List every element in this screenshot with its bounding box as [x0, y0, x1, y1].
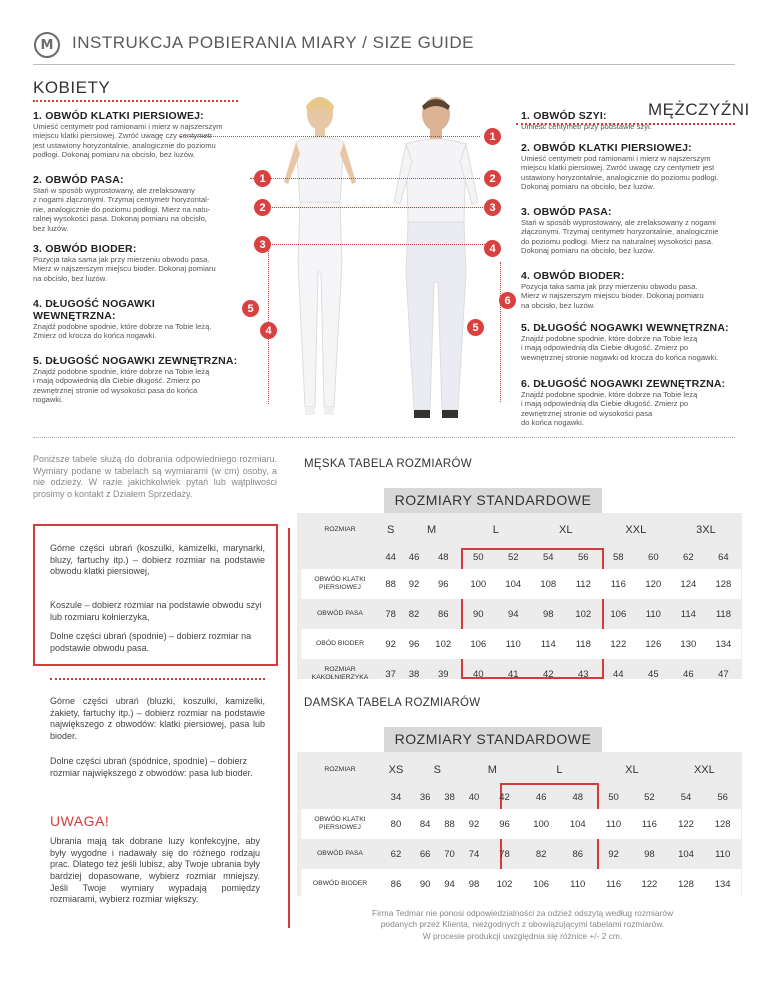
brand-logo: M [34, 32, 60, 58]
row-label: OBÓD BIODER [316, 640, 364, 648]
size-cell: XXL [625, 524, 647, 536]
women-item-4: 4. DŁUGOŚĆ NOGAWKI WEWNĘTRZNA: Znajdź podobne spodnie, które dobrze na Tobie leżą. Zmierz od krocza do końca nogawki. [33, 298, 212, 341]
women-table-banner: ROZMIARY STANDARDOWE [384, 727, 602, 752]
marker-badge: 5 [467, 319, 484, 336]
men-size-table [301, 515, 741, 689]
marker-badge: 2 [254, 199, 271, 216]
marker-badge: 4 [484, 240, 501, 257]
women-item-2: 2. OBWÓD PASA: Stań w sposób wyprostowany, ale zrelaksowany z nogami złączonymi. Trzymaj centymetr horyzontal- nie, analogicznie do poziomu podłogi. Mierz na natu- ralnej wysokości pasa. Dokonaj pomiaru na obcisło, bez luzów. [33, 174, 211, 233]
number-cell: 58 [613, 551, 624, 563]
number-cell: 48 [437, 551, 449, 563]
marker-badge: 1 [484, 128, 501, 145]
women-divider [33, 100, 238, 102]
men-item-2: 2. OBWÓD KLATKI PIERSIOWEJ: Umieść centymetr pod ramionami i mierz w najszerszym miejscu klatki piersiowej. Zwróć uwagę czy centymetr jest ustawiony horyzontalnie, analogicznie do poziomu podłogi. Dokonaj pomiaru na obcisło, bez luzów. [521, 142, 719, 192]
row-label: OBWÓD PASA [317, 610, 363, 618]
rule-bottoms: Dolne części ubrań (spodnie) – dobierz rozmiar na podstawie obwodu pasa. [50, 631, 252, 653]
warning-title: UWAGA! [50, 813, 110, 829]
man-figure [394, 97, 478, 418]
women-item-3: 3. OBWÓD BIODER: Pozycja taka sama jak przy mierzeniu obwodu pasa. Mierz w najszerszym miejscu bioder. Dokonaj pomiaru na obcisło, bez luzów. [33, 243, 216, 283]
intro-note: Poniższe tabele służą do dobrania odpowiedniego rozmiaru. Wymiary podane w tabelach są wymiarami (w cm) osoby, a nie odzieży. W razie jakichkolwiek pytań lub wątpliwości prosimy o kontakt z Działem Sprzedaży. [33, 454, 277, 500]
women-item-5: 5. DŁUGOŚĆ NOGAWKI ZEWNĘTRZNA: Znajdź podobne spodnie, które dobrze na Tobie leżą i mają odpowiednią dla Ciebie długość. Zmierz po zewnętrznej stronie od wysokości pasa do końca nogawki. [33, 355, 238, 405]
table-row: ROZMIAR XS S M L XL XXL [324, 764, 715, 776]
women-size-table [301, 755, 741, 899]
men-item-6: 6. DŁUGOŚĆ NOGAWKI ZEWNĘTRZNA: Znajdź podobne spodnie, które dobrze na Tobie leżą i mają odpowiednią dla Ciebie długość. Zmierz po zewnętrznej stronie od wysokości pasa do końca nogawki. [521, 378, 726, 428]
row-label: ROZMIAR KAKOŁNIERZYKA [311, 666, 369, 681]
number-cell: 50 [472, 551, 484, 563]
men-table-title: MĘSKA TABELA ROZMIARÓW [304, 458, 472, 470]
women-item-1: 1. OBWÓD KLATKI PIERSIOWEJ: Umieść centymetr pod ramionami i mierz w najszerszym miejscu klatki piersiowej. Zwróć uwagę czy centymetr jest ustawiony horyzontalnie, analogicznie do poziomu podłogi. Dokonaj pomiaru na obcisło, bez luzów. [33, 110, 265, 160]
table-row: 34 36 38 40 42 46 48 50 52 54 56 [390, 791, 728, 803]
table-row: OBWÓD BIODER 86 90 94 98 102 106 110 116 122 128 134 [301, 869, 741, 899]
page-title: INSTRUKCJA POBIERANIA MIARY / SIZE GUIDE [72, 33, 474, 52]
table-row: OBWÓD PASA 78 82 86 90 94 98 102 106 110 114 118 [301, 599, 741, 629]
size-cell: L [492, 524, 499, 536]
guide-line [255, 207, 483, 208]
size-cell: XL [559, 524, 573, 536]
marker-badge: 3 [254, 236, 271, 253]
marker-badge: 6 [499, 292, 516, 309]
rules-divider [50, 678, 265, 680]
marker-badge: 5 [242, 300, 259, 317]
number-cell: 54 [542, 551, 554, 563]
number-cell: 64 [718, 551, 729, 563]
number-cell: 60 [648, 551, 659, 563]
guide-line [180, 136, 480, 137]
guide-line [255, 244, 485, 245]
men-title: MĘŻCZYŹNI [648, 100, 750, 119]
table-row: OBÓD BIODER 92 96 102 106 110 114 118 122 126 130 134 [301, 629, 741, 659]
marker-badge: 2 [484, 170, 501, 187]
rule-women-tops: Górne części ubrań (bluzki, koszulki, kamizelki, żakiety, fartuchy itp.) – dobierz rozmiar na podstawie największego z obwodów: klatki piersiowej, pasa lub bioder. [50, 696, 265, 742]
size-cell: M [426, 524, 437, 536]
disclaimer: Firma Tedmar nie ponosi odpowiedzialności za odzież odszytą według rozmiarów podanych przez Klienta, niezgodnych z obowiązującymi tabelami rozmiarów. W procesie produkcji uwzględnia się różnice +/- 2 cm. [371, 908, 674, 941]
women-table-title: DAMSKA TABELA ROZMIARÓW [304, 697, 481, 709]
marker-badge: 1 [254, 170, 271, 187]
guide-line [250, 178, 480, 179]
size-cell: 3XL [696, 524, 716, 536]
number-cell: 44 [385, 551, 396, 563]
table-row: ROZMIAR KAKOŁNIERZYKA 37 38 39 40 41 42 43 44 45 46 47 [301, 659, 741, 689]
section-divider [33, 437, 735, 438]
guide-line [500, 262, 501, 402]
number-cell: 62 [683, 551, 694, 563]
table-row: OBWÓD KLATKI PIERSIOWEJ 88 92 96 100 104 108 112 116 120 124 128 [301, 569, 741, 599]
size-label-cell: ROZMIAR [324, 526, 356, 534]
men-item-5: 5. DŁUGOŚĆ NOGAWKI WEWNĘTRZNA: Znajdź podobne spodnie, które dobrze na Tobie leżą i mają odpowiednią dla Ciebie długość. Zmierz po wewnętrznej stronie nogawki od krocza do końca nogawki. [521, 322, 729, 362]
men-table-banner: ROZMIARY STANDARDOWE [384, 488, 602, 513]
models-illustration [268, 92, 508, 424]
woman-figure [284, 97, 356, 415]
rule-women-bottoms: Dolne części ubrań (spódnice, spodnie) – dobierz rozmiar największego z obwodów: pasa lub bioder. [50, 756, 253, 778]
table-row: OBWÓD PASA 62 66 70 74 78 82 86 92 98 104 110 [317, 848, 731, 860]
table-row: OBWÓD KLATKI PIERSIOWEJ 80 84 88 92 96 100 104 110 116 122 128 [301, 809, 741, 839]
men-item-4: 4. OBWÓD BIODER: Pozycja taka sama jak przy mierzeniu obwodu pasa. Mierz w najszerszym miejscu bioder. Dokonaj pomiaru na obcisło, bez luzów. [521, 270, 704, 310]
number-cell: 56 [578, 551, 589, 563]
number-cell: 46 [408, 551, 420, 563]
table-row [301, 545, 741, 569]
warning-text: Ubrania mają tak dobrane luzy konfekcyjne, aby były wygodne i nadawały się do różnego rodzaju prac. Dlatego też jeśli lubisz, aby Twoje ubrania były bardziej dopasowane, wybierz rozmiar mniejszy. Jeśli Twoje wymiary wypadają pomiędzy rozmiarami, wybierz rozmiar większy. [50, 836, 260, 905]
table-row [301, 515, 741, 545]
rule-shirts: Koszule – dobierz rozmiar na podstawie obwodu szyi lub rozmiaru kołnierzyka, [50, 600, 262, 622]
marker-badge: 4 [260, 322, 277, 339]
accent-line [288, 528, 290, 928]
header-divider [33, 64, 735, 65]
size-cell: S [387, 524, 395, 536]
men-item-3: 3. OBWÓD PASA: Stań w sposób wyprostowany, ale zrelaksowany z nogami złączonymi. Trzymaj centymetr horyzontalnie, analogicznie do poziomu podłogi. Mierz na naturalnej wysokości pasa. Dokonaj pomiaru na obcisło, bez luzów. [521, 206, 719, 256]
marker-badge: 3 [484, 199, 501, 216]
men-item-1: 1. OBWÓD SZYI: Umieść centymetr przy podstawie szyi. [521, 110, 652, 131]
women-item-1-text: Umieść centymetr pod ramionami i mierz w najszerszym miejscu klatki piersiowej. Zwróć uwagę czy centymetr jest ustawiony horyzontalnie, analogicznie do poziomu podłogi. Dokonaj pomiaru na obcisło, bez luzów. [33, 122, 223, 160]
number-cell: 52 [507, 551, 519, 563]
women-title: KOBIETY [33, 78, 111, 97]
row-label: OBWÓD KLATKI PIERSIOWEJ [314, 576, 366, 591]
rule-tops: Górne części ubrań (koszulki, kamizelki, marynarki, bluzy, fartuchy itp.) – dobierz rozmiar na podstawie obwodu klatki piersiowej, [50, 543, 265, 577]
